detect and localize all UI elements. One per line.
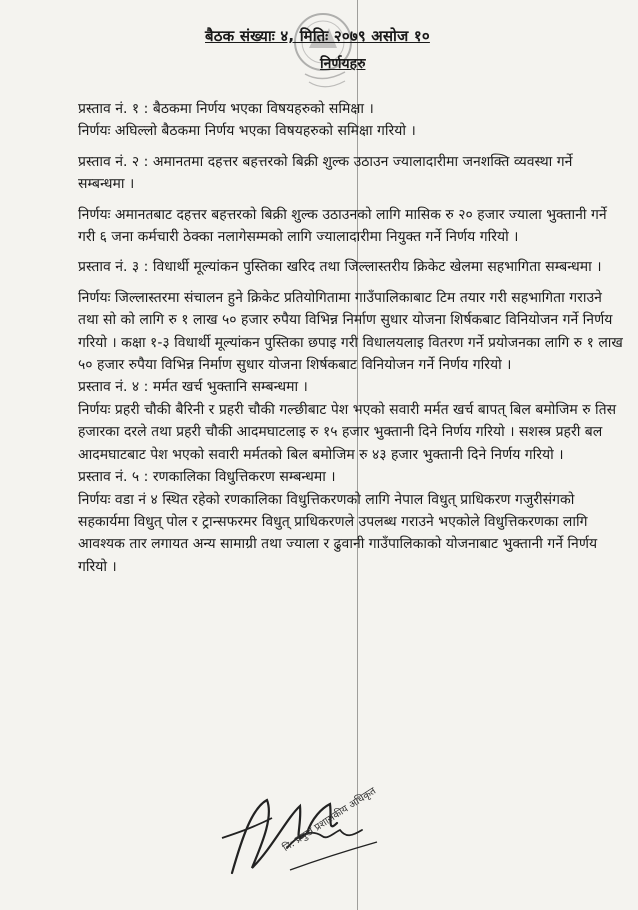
proposal-text: प्रस्ताव नं. ४ : मर्मत खर्च भुक्तानि सम्बन्धमा ।	[78, 379, 308, 396]
signatory-caption: नि: प्रमुख प्रशासकीय अधिकृत	[281, 785, 379, 854]
list-item	[78, 151, 623, 249]
decision-list	[78, 98, 623, 578]
decision-text: निर्णयः अमानतबाट दहत्तर बहत्तरको बिक्री शुल्क उठाउनको लागि मासिक रु २० हजार ज्याला भुक्तानी गर्ने गरी ६ जना कर्मचारी ठेक्का नलागेसम्मको लागि ज्यालादारीमा नियुक्त गर्ने निर्णय गरियो ।	[78, 206, 607, 246]
office-seal-icon	[275, 2, 371, 98]
list-item	[78, 376, 623, 466]
proposal-text: प्रस्ताव नं. ५ : रणकालिका विधुत्तिकरण सम्बन्धमा ।	[78, 469, 336, 486]
meeting-number-date: बैठक संख्याः ४, मितिः २०७९ असोज १०	[205, 27, 430, 45]
list-item	[78, 256, 623, 376]
decision-text: निर्णयः अघिल्लो बैठकमा निर्णय भएका विषयहरुको समिक्षा गरियो ।	[78, 123, 416, 140]
list-item	[78, 98, 623, 143]
decision-text: निर्णयः जिल्लास्तरमा संचालन हुने क्रिकेट प्रतियोगितामा गाउँपालिकाबाट टिम तयार गरी सहभागिता गराउने तथा सो को लागि रु १ लाख ५० हजार रुपैया विभिन्न निर्माण सुधार योजना शिर्षकबाट विनियोजन गर्ने निर्णय गरियो । कक्षा १-३ विधार्थी मूल्यांकन पुस्तिका छपाइ गरी विधालयलाइ वितरण गर्ने प्रयोजनका लागि रु १ लाख ५० हजार रुपैया विभिन्न निर्माण सुधार योजना शिर्षकबाट विनियोजन गर्ने निर्णय गरियो ।	[78, 289, 623, 374]
proposal-text: प्रस्ताव नं. १ : बैठकमा निर्णय भएका विषयहरुको समिक्षा ।	[78, 101, 374, 117]
decisions-heading: निर्णयहरु	[320, 56, 366, 72]
list-item	[78, 466, 623, 578]
decision-text: निर्णयः वडा नं ४ स्थित रहेको रणकालिका विधुत्तिकरणको लागि नेपाल विधुत् प्राधिकरण गजुरीसंगको सहकार्यमा विधुत् पोल र ट्रान्सफरमर विधुत् प्राधिकरणले उपलब्ध गराउने भएकोले विधुत्तिकरणका लागि आवश्यक तार लगायत अन्य सामाग्री तथा ज्याला र ढुवानी गाउँपालिकाको योजनाबाट भुक्तानी गर्ने निर्णय गरियो ।	[78, 491, 598, 575]
proposal-text: प्रस्ताव नं. ३ : विधार्थी मूल्यांकन पुस्तिका खरिद तथा जिल्लास्तरीय क्रिकेट खेलमा सहभागिता सम्बन्धमा ।	[78, 259, 602, 276]
proposal-text: प्रस्ताव नं. २ : अमानतमा दहत्तर बहत्तरको बिक्री शुल्क उठाउन ज्यालादारीमा जनशक्ति व्यवस्था गर्ने सम्बन्धमा ।	[78, 153, 573, 193]
decision-text: निर्णयः प्रहरी चौकी बैरिनी र प्रहरी चौकी गल्छीबाट पेश भएको सवारी मर्मत खर्च बापत् बिल बमोजिम रु तिस हजारका दरले तथा प्रहरी चौकी आदमघाटलाइ रु १५ हजार भुक्तानी दिने निर्णय गरियो । सशस्त्र प्रहरी बल आदमघाटबाट पेश भएको सवारी मर्मतको बिल बमोजिम रु ४३ हजार भुक्तानी दिने निर्णय गरियो ।	[78, 401, 617, 463]
